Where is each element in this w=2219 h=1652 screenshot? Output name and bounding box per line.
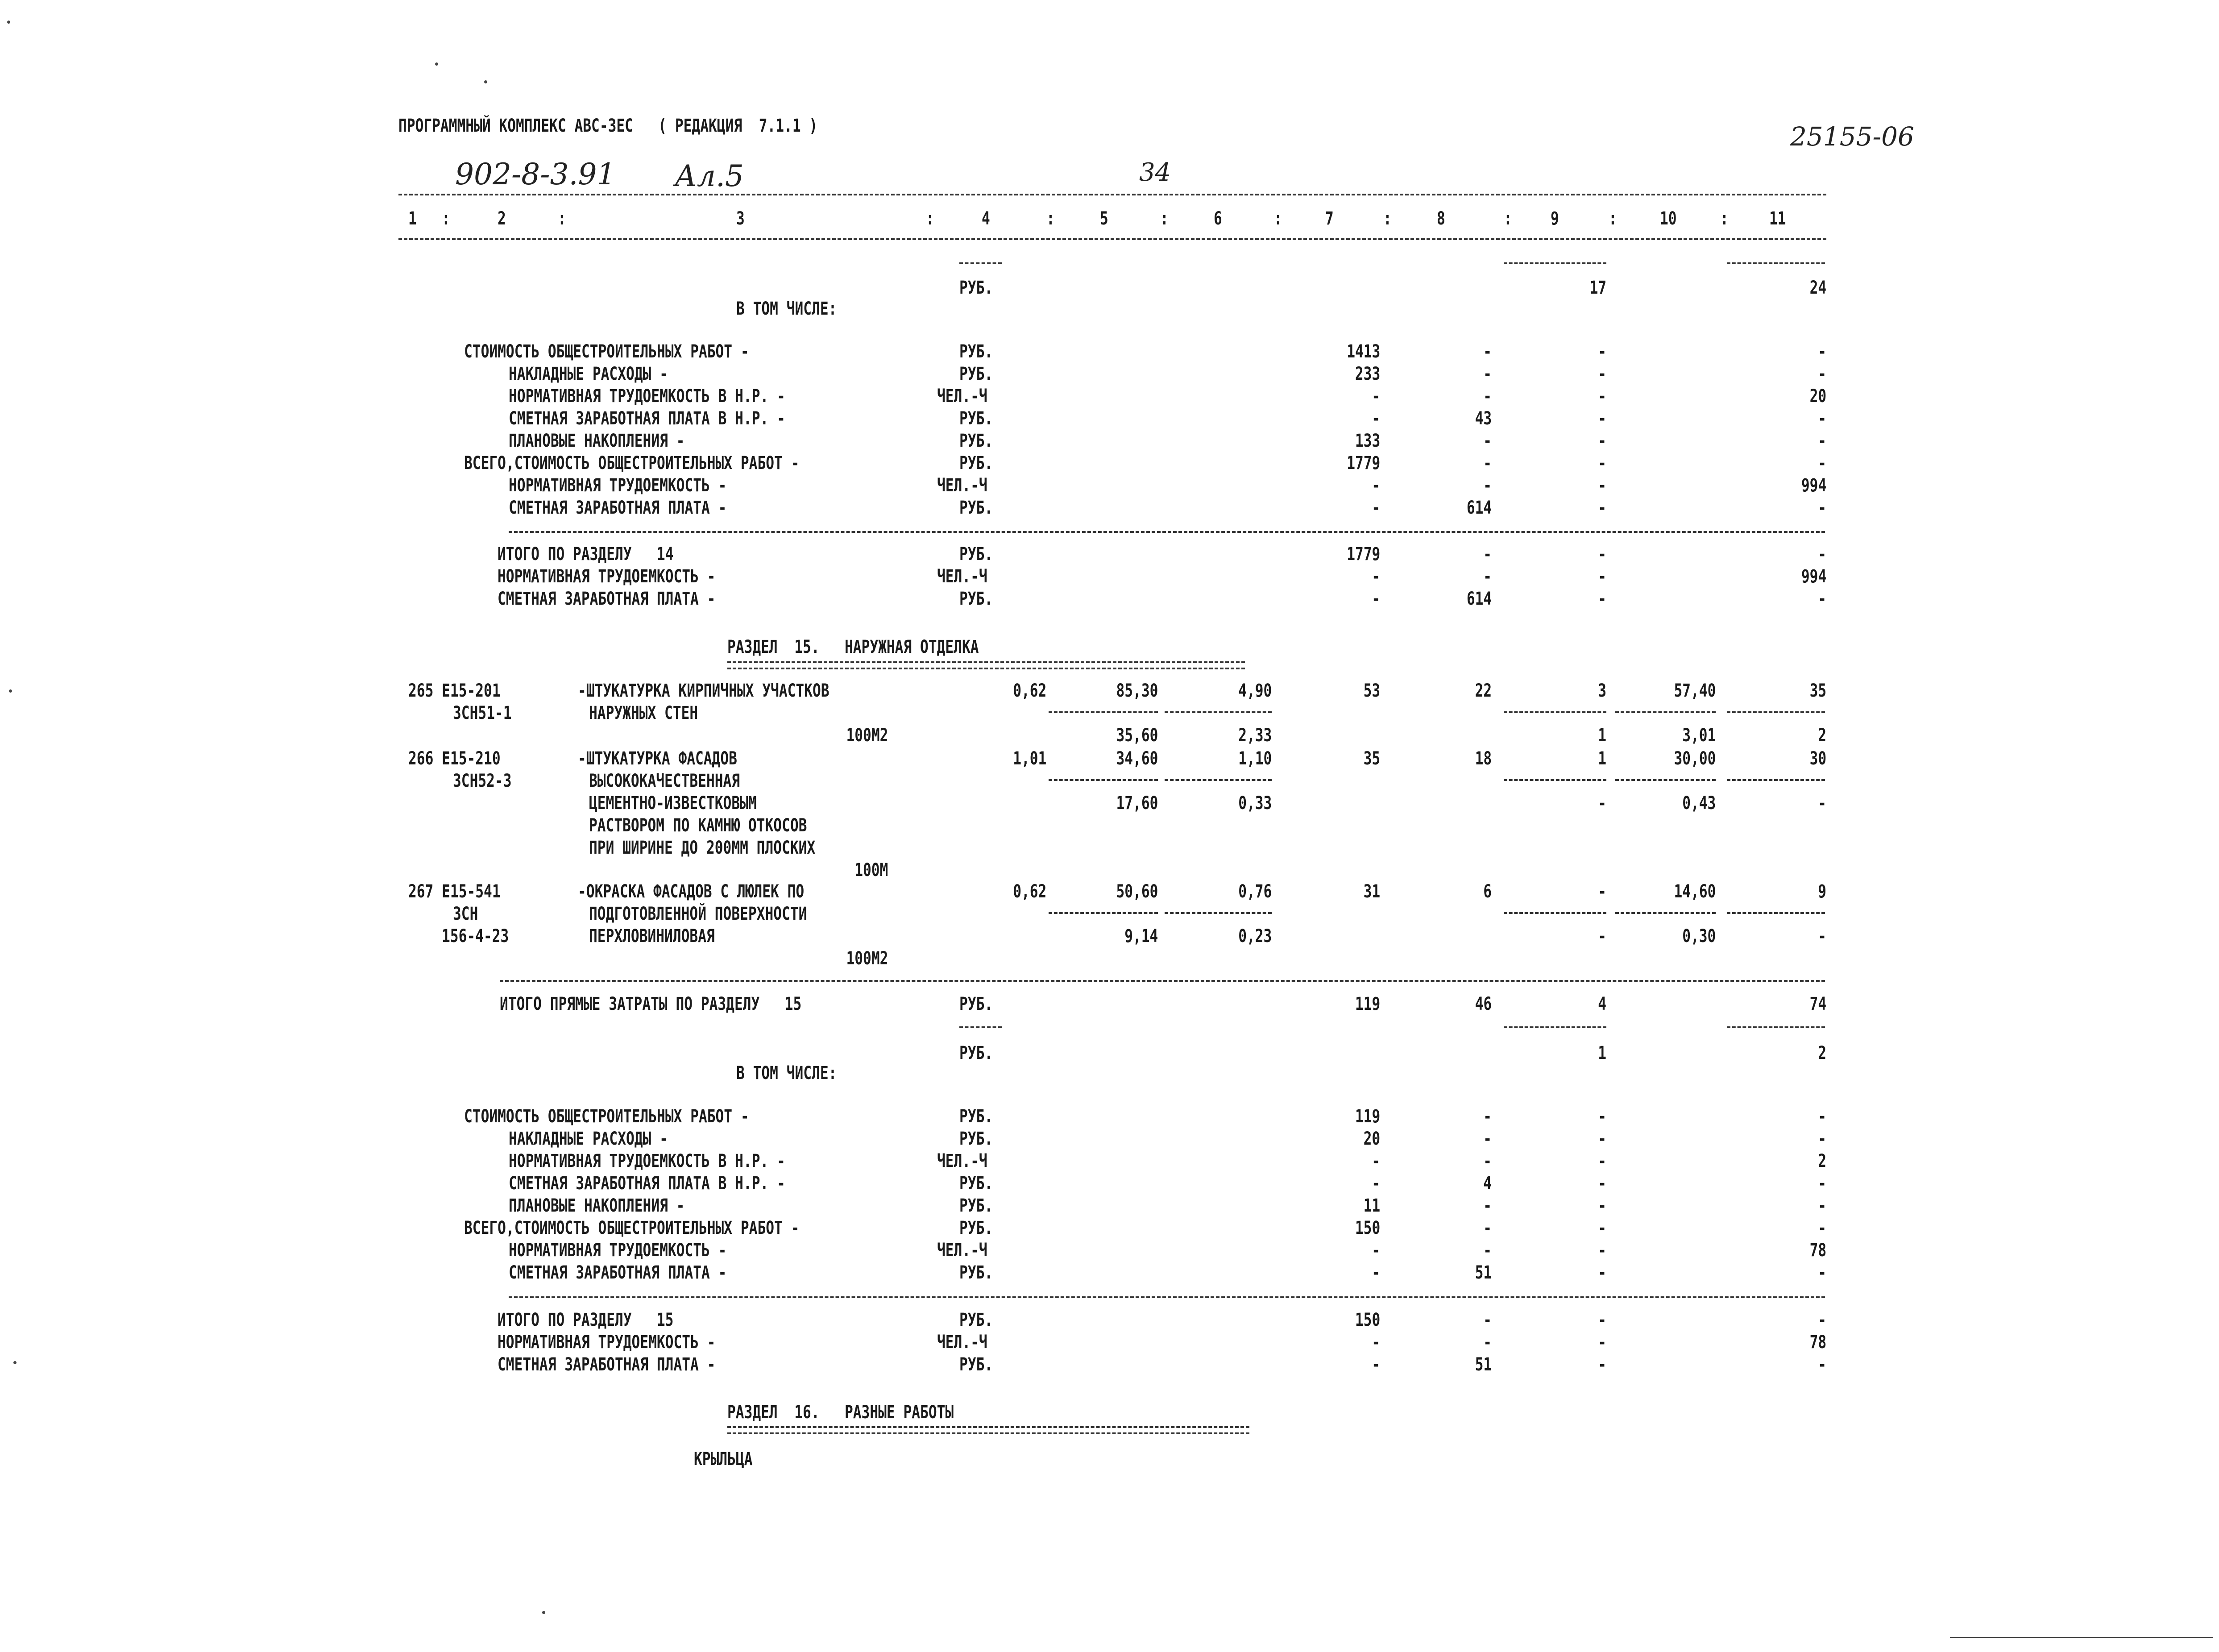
breakdown-c11: - <box>1818 1218 1826 1238</box>
breakdown-c9: - <box>1598 431 1606 451</box>
col-sep: : <box>1160 208 1169 229</box>
breakdown-c7: - <box>1372 1240 1380 1261</box>
breakdown-label: ВСЕГО,СТОИМОСТЬ ОБЩЕСТРОИТЕЛЬНЫХ РАБОТ - <box>464 453 800 473</box>
total-unit: РУБ. <box>959 1354 993 1375</box>
item-c6: 1,10 <box>1238 748 1272 769</box>
breakdown-c8: - <box>1483 364 1492 384</box>
items-rule <box>500 980 1825 982</box>
total-c9: - <box>1598 1354 1606 1375</box>
item-c11-second: - <box>1818 793 1826 814</box>
breakdown-c8: - <box>1483 1129 1492 1149</box>
breakdown-c8: - <box>1483 341 1492 362</box>
breakdown-c7: 133 <box>1355 431 1380 451</box>
total-c7: 150 <box>1355 1310 1380 1330</box>
breakdown-c11: 78 <box>1809 1240 1826 1261</box>
item-number-code: 265 Е15-201 <box>408 681 501 701</box>
col-label: 5 <box>1100 208 1108 229</box>
breakdown-label: СТОИМОСТЬ ОБЩЕСТРОИТЕЛЬНЫХ РАБОТ - <box>464 341 749 362</box>
breakdown-c9: - <box>1598 1129 1606 1149</box>
breakdown-c9: - <box>1598 1173 1606 1194</box>
col-sep: : <box>442 208 450 229</box>
total-c11: - <box>1818 544 1826 565</box>
item-c11: 35 <box>1809 681 1826 701</box>
item-norm: 3СН <box>453 904 478 924</box>
header-rule <box>398 194 1826 195</box>
breakdown-c11: - <box>1818 498 1826 518</box>
section15-rule <box>509 1296 1825 1298</box>
direct-total-c11: 74 <box>1809 994 1826 1014</box>
breakdown-c11: - <box>1818 408 1826 429</box>
breakdown-c7: - <box>1372 1173 1380 1194</box>
breakdown-unit: РУБ. <box>959 1106 993 1127</box>
breakdown-c11: 994 <box>1801 475 1826 496</box>
section16-subtitle: КРЫЛЬЦА <box>694 1449 753 1469</box>
underline <box>1049 779 1158 781</box>
breakdown-label: НОРМАТИВНАЯ ТРУДОЕМКОСТЬ - <box>509 1240 727 1261</box>
item-c10: 14,60 <box>1674 881 1716 902</box>
breakdown-unit: РУБ. <box>959 431 993 451</box>
total-c11: - <box>1818 1354 1826 1375</box>
breakdown-c11: 2 <box>1818 1151 1826 1171</box>
total-c7: 1779 <box>1346 544 1380 565</box>
col-sep: : <box>1720 208 1729 229</box>
breakdown-c8: - <box>1483 1106 1492 1127</box>
rub-c11: 2 <box>1818 1043 1826 1063</box>
breakdown-c8: 43 <box>1475 408 1492 429</box>
section15-title: РАЗДЕЛ 15. НАРУЖНАЯ ОТДЕЛКА <box>727 637 979 657</box>
breakdown-c8: - <box>1483 431 1492 451</box>
breakdown-c11: - <box>1818 1173 1826 1194</box>
breakdown-c11: - <box>1818 341 1826 362</box>
breakdown-c7: 119 <box>1355 1106 1380 1127</box>
item-c10: 30,00 <box>1674 748 1716 769</box>
breakdown-c8: 4 <box>1483 1173 1492 1194</box>
total-label: ИТОГО ПО РАЗДЕЛУ 14 <box>498 544 674 565</box>
breakdown-c9: - <box>1598 475 1606 496</box>
breakdown-c9: - <box>1598 1262 1606 1283</box>
breakdown-unit: ЧЕЛ.-Ч <box>937 475 987 496</box>
item-description-line: -ШТУКАТУРКА ФАСАДОВ <box>578 748 737 769</box>
col-label: 6 <box>1214 208 1222 229</box>
underline <box>1727 779 1825 781</box>
total-c7: - <box>1372 566 1380 587</box>
breakdown-c9: - <box>1598 1106 1606 1127</box>
breakdown-c7: - <box>1372 498 1380 518</box>
item-c4: 1,01 <box>1012 748 1046 769</box>
breakdown-c8: - <box>1483 453 1492 473</box>
column-header-rule <box>398 238 1826 240</box>
breakdown-label: СМЕТНАЯ ЗАРАБОТНАЯ ПЛАТА - <box>509 1262 727 1283</box>
item-c10-second: 0,30 <box>1682 926 1716 946</box>
breakdown-c7: 150 <box>1355 1218 1380 1238</box>
underline <box>1165 711 1272 713</box>
total-c9: - <box>1598 544 1606 565</box>
breakdown-c9: - <box>1598 1240 1606 1261</box>
col-label: 2 <box>498 208 506 229</box>
scan-speck <box>542 1611 545 1614</box>
total-unit: РУБ. <box>959 1310 993 1330</box>
breakdown-c7: - <box>1372 1262 1380 1283</box>
breakdown-c9: - <box>1598 408 1606 429</box>
item-c5-second: 35,60 <box>1116 725 1158 746</box>
item-number-code: 266 Е15-210 <box>408 748 501 769</box>
breakdown-unit: РУБ. <box>959 453 993 473</box>
scan-speck <box>484 80 487 83</box>
col-label: 9 <box>1551 208 1559 229</box>
item-c11: 9 <box>1818 881 1826 902</box>
breakdown-unit: РУБ. <box>959 1173 993 1194</box>
breakdown-c8: - <box>1483 1195 1492 1216</box>
total-unit: ЧЕЛ.-Ч <box>937 566 987 587</box>
total-c9: - <box>1598 1332 1606 1353</box>
unit-underline <box>959 1026 1002 1028</box>
item-c8: 6 <box>1483 881 1492 902</box>
direct-total-c8: 46 <box>1475 994 1492 1014</box>
item-unit: 100М2 <box>846 725 888 746</box>
underline <box>1615 779 1716 781</box>
col-sep: : <box>1046 208 1055 229</box>
item-c6: 0,76 <box>1238 881 1272 902</box>
item-c8: 22 <box>1475 681 1492 701</box>
album-label: Ал.5 <box>675 159 744 193</box>
col-sep: : <box>1383 208 1392 229</box>
breakdown-c7: - <box>1372 386 1380 407</box>
item-description-line: НАРУЖНЫХ СТЕН <box>589 703 698 723</box>
breakdown-c7: - <box>1372 1151 1380 1171</box>
breakdown-label: НОРМАТИВНАЯ ТРУДОЕМКОСТЬ В Н.Р. - <box>509 386 785 407</box>
rub-c11: 24 <box>1809 278 1826 298</box>
breakdown-c8: - <box>1483 1218 1492 1238</box>
col-label: 1 <box>408 208 417 229</box>
item-description-line: РАСТВОРОМ ПО КАМНЮ ОТКОСОВ <box>589 815 807 836</box>
underline <box>1049 912 1158 914</box>
page-number: 34 <box>1139 158 1171 187</box>
breakdown-unit: РУБ. <box>959 498 993 518</box>
total-label: СМЕТНАЯ ЗАРАБОТНАЯ ПЛАТА - <box>498 589 716 609</box>
breakdown-label: НАКЛАДНЫЕ РАСХОДЫ - <box>509 1129 668 1149</box>
c9-underline <box>1504 262 1606 264</box>
item-description-line: ПЕРХЛОВИНИЛОВАЯ <box>589 926 715 946</box>
scan-speck <box>435 62 438 66</box>
total-c8: - <box>1483 1310 1492 1330</box>
breakdown-c8: 51 <box>1475 1262 1492 1283</box>
total-c8: - <box>1483 1332 1492 1353</box>
total-label: СМЕТНАЯ ЗАРАБОТНАЯ ПЛАТА - <box>498 1354 716 1375</box>
col-label: 11 <box>1769 208 1786 229</box>
total-unit: ЧЕЛ.-Ч <box>937 1332 987 1353</box>
c11-underline <box>1727 262 1825 264</box>
breakdown-c8: - <box>1483 1240 1492 1261</box>
item-norm: 156-4-23 <box>442 926 509 946</box>
total-c9: - <box>1598 1310 1606 1330</box>
scan-speck <box>13 1361 17 1364</box>
underline <box>1727 711 1825 713</box>
col-label: 8 <box>1437 208 1445 229</box>
breakdown-c9: - <box>1598 386 1606 407</box>
underline <box>1727 912 1825 914</box>
item-c11-second: - <box>1818 926 1826 946</box>
col-label: 10 <box>1660 208 1677 229</box>
item-c9-second: - <box>1598 926 1606 946</box>
breakdown-label: НОРМАТИВНАЯ ТРУДОЕМКОСТЬ В Н.Р. - <box>509 1151 785 1171</box>
breakdown-c7: 11 <box>1363 1195 1380 1216</box>
direct-total-label: ИТОГО ПРЯМЫЕ ЗАТРАТЫ ПО РАЗДЕЛУ 15 <box>500 994 802 1014</box>
including-label: В ТОМ ЧИСЛЕ: <box>736 1063 837 1083</box>
total-unit: РУБ. <box>959 544 993 565</box>
direct-total-c7: 119 <box>1355 994 1380 1014</box>
item-unit: 100М2 <box>846 948 888 969</box>
col-label: 3 <box>736 208 745 229</box>
section16-title: РАЗДЕЛ 16. РАЗНЫЕ РАБОТЫ <box>727 1402 954 1423</box>
total-c9: - <box>1598 589 1606 609</box>
item-c7: 31 <box>1363 881 1380 902</box>
breakdown-c8: - <box>1483 1151 1492 1171</box>
item-c6-second: 2,33 <box>1238 725 1272 746</box>
breakdown-c11: - <box>1818 1195 1826 1216</box>
rub-c9: 1 <box>1598 1043 1606 1063</box>
total-label: НОРМАТИВНАЯ ТРУДОЕМКОСТЬ - <box>498 1332 716 1353</box>
item-c4: 0,62 <box>1012 881 1046 902</box>
breakdown-c11: - <box>1818 453 1826 473</box>
item-c5-second: 9,14 <box>1124 926 1158 946</box>
breakdown-c7: - <box>1372 475 1380 496</box>
total-label: НОРМАТИВНАЯ ТРУДОЕМКОСТЬ - <box>498 566 716 587</box>
breakdown-c11: - <box>1818 431 1826 451</box>
breakdown-unit: РУБ. <box>959 408 993 429</box>
item-c4: 0,62 <box>1012 681 1046 701</box>
breakdown-label: СМЕТНАЯ ЗАРАБОТНАЯ ПЛАТА В Н.Р. - <box>509 408 785 429</box>
item-description-line: -ШТУКАТУРКА КИРПИЧНЫХ УЧАСТКОВ <box>578 681 830 701</box>
col-sep: : <box>926 208 934 229</box>
breakdown-unit: РУБ. <box>959 341 993 362</box>
c11-underline <box>1727 1026 1825 1028</box>
section15-title-underline <box>727 661 1245 669</box>
breakdown-c9: - <box>1598 498 1606 518</box>
c9-underline <box>1504 1026 1606 1028</box>
underline <box>1165 779 1272 781</box>
breakdown-c7: 1413 <box>1346 341 1380 362</box>
total-c11: 78 <box>1809 1332 1826 1353</box>
item-description-line: ВЫСОКОКАЧЕСТВЕННАЯ <box>589 771 740 791</box>
breakdown-c11: - <box>1818 1129 1826 1149</box>
col-sep: : <box>1274 208 1282 229</box>
col-sep: : <box>1504 208 1512 229</box>
item-c9: 3 <box>1598 681 1606 701</box>
total-c8: - <box>1483 544 1492 565</box>
item-c9: - <box>1598 881 1606 902</box>
breakdown-unit: ЧЕЛ.-Ч <box>937 386 987 407</box>
rub-unit: РУБ. <box>959 278 993 298</box>
total-c8: 614 <box>1466 589 1492 609</box>
breakdown-label: ПЛАНОВЫЕ НАКОПЛЕНИЯ - <box>509 431 685 451</box>
breakdown-c7: - <box>1372 408 1380 429</box>
total-c8: - <box>1483 566 1492 587</box>
breakdown-c9: - <box>1598 364 1606 384</box>
document-number: 25155-06 <box>1790 121 1914 152</box>
unit-underline <box>959 262 1002 264</box>
item-c5: 85,30 <box>1116 681 1158 701</box>
breakdown-label: ВСЕГО,СТОИМОСТЬ ОБЩЕСТРОИТЕЛЬНЫХ РАБОТ - <box>464 1218 800 1238</box>
scan-speck <box>9 689 12 693</box>
item-c7: 35 <box>1363 748 1380 769</box>
total-c11: - <box>1818 589 1826 609</box>
breakdown-c8: - <box>1483 386 1492 407</box>
total-c11: 994 <box>1801 566 1826 587</box>
item-c11-second: 2 <box>1818 725 1826 746</box>
item-c11: 30 <box>1809 748 1826 769</box>
breakdown-label: СТОИМОСТЬ ОБЩЕСТРОИТЕЛЬНЫХ РАБОТ - <box>464 1106 749 1127</box>
breakdown-c7: 1779 <box>1346 453 1380 473</box>
breakdown-unit: РУБ. <box>959 1195 993 1216</box>
breakdown-c11: - <box>1818 1262 1826 1283</box>
breakdown-c8: 614 <box>1466 498 1492 518</box>
item-c8: 18 <box>1475 748 1492 769</box>
breakdown-unit: РУБ. <box>959 1262 993 1283</box>
breakdown-unit: ЧЕЛ.-Ч <box>937 1151 987 1171</box>
total-c11: - <box>1818 1310 1826 1330</box>
breakdown-unit: РУБ. <box>959 364 993 384</box>
section16-title-underline <box>727 1426 1249 1434</box>
breakdown-c11: 20 <box>1809 386 1826 407</box>
breakdown-c9: - <box>1598 1151 1606 1171</box>
breakdown-c11: - <box>1818 1106 1826 1127</box>
item-description-line: ПОДГОТОВЛЕННОЙ ПОВЕРХНОСТИ <box>589 904 807 924</box>
underline <box>1504 779 1606 781</box>
breakdown-unit: ЧЕЛ.-Ч <box>937 1240 987 1261</box>
item-c5-second: 17,60 <box>1116 793 1158 814</box>
underline <box>1615 711 1716 713</box>
col-label: 7 <box>1325 208 1334 229</box>
total-unit: РУБ. <box>959 589 993 609</box>
including-label: В ТОМ ЧИСЛЕ: <box>736 299 837 319</box>
item-norm: 3СН52-3 <box>453 771 512 791</box>
breakdown-label: СМЕТНАЯ ЗАРАБОТНАЯ ПЛАТА В Н.Р. - <box>509 1173 785 1194</box>
breakdown-c11: - <box>1818 364 1826 384</box>
col-label: 4 <box>982 208 990 229</box>
total-label: ИТОГО ПО РАЗДЕЛУ 15 <box>498 1310 674 1330</box>
underline <box>1504 711 1606 713</box>
col-sep: : <box>1609 208 1617 229</box>
breakdown-label: НОРМАТИВНАЯ ТРУДОЕМКОСТЬ - <box>509 475 727 496</box>
underline <box>1615 912 1716 914</box>
item-c10: 57,40 <box>1674 681 1716 701</box>
breakdown-unit: РУБ. <box>959 1218 993 1238</box>
direct-total-c9: 4 <box>1598 994 1606 1014</box>
underline <box>1504 912 1606 914</box>
underline <box>1165 912 1272 914</box>
col-sep: : <box>558 208 566 229</box>
total-c9: - <box>1598 566 1606 587</box>
item-description-line: ЦЕМЕНТНО-ИЗВЕСТКОВЫМ <box>589 793 757 814</box>
item-description-line: -ОКРАСКА ФАСАДОВ С ЛЮЛЕК ПО <box>578 881 805 902</box>
item-c9-second: 1 <box>1598 725 1606 746</box>
breakdown-c9: - <box>1598 453 1606 473</box>
item-c10-second: 3,01 <box>1682 725 1716 746</box>
breakdown-c9: - <box>1598 1218 1606 1238</box>
breakdown-c7: 20 <box>1363 1129 1380 1149</box>
item-c9-second: - <box>1598 793 1606 814</box>
breakdown-c7: 233 <box>1355 364 1380 384</box>
total-c7: - <box>1372 1354 1380 1375</box>
breakdown-c9: - <box>1598 341 1606 362</box>
item-c10-second: 0,43 <box>1682 793 1716 814</box>
project-code: 902-8-3.91 <box>455 157 616 191</box>
total-c7: - <box>1372 589 1380 609</box>
breakdown-unit: РУБ. <box>959 1129 993 1149</box>
direct-total-unit: РУБ. <box>959 994 993 1014</box>
item-c6-second: 0,23 <box>1238 926 1272 946</box>
total-c7: - <box>1372 1332 1380 1353</box>
section14-rule <box>509 531 1825 533</box>
item-norm: 3СН51-1 <box>453 703 512 723</box>
item-c6-second: 0,33 <box>1238 793 1272 814</box>
scan-speck <box>7 21 10 24</box>
item-c7: 53 <box>1363 681 1380 701</box>
item-c6: 4,90 <box>1238 681 1272 701</box>
item-description-line: ПРИ ШИРИНЕ ДО 200ММ ПЛОСКИХ <box>589 838 816 858</box>
breakdown-label: СМЕТНАЯ ЗАРАБОТНАЯ ПЛАТА - <box>509 498 727 518</box>
item-c5: 34,60 <box>1116 748 1158 769</box>
item-c5: 50,60 <box>1116 881 1158 902</box>
rub-unit: РУБ. <box>959 1043 993 1063</box>
program-header: ПРОГРАММНЫЙ КОМПЛЕКС АВС-3ЕС ( РЕДАКЦИЯ 7.1.1 ) <box>398 116 818 136</box>
item-c9: 1 <box>1598 748 1606 769</box>
rub-c9: 17 <box>1589 278 1606 298</box>
breakdown-c8: - <box>1483 475 1492 496</box>
item-number-code: 267 Е15-541 <box>408 881 501 902</box>
breakdown-label: ПЛАНОВЫЕ НАКОПЛЕНИЯ - <box>509 1195 685 1216</box>
scan-line <box>1950 1637 2213 1638</box>
underline <box>1049 711 1158 713</box>
total-c8: 51 <box>1475 1354 1492 1375</box>
breakdown-label: НАКЛАДНЫЕ РАСХОДЫ - <box>509 364 668 384</box>
breakdown-c9: - <box>1598 1195 1606 1216</box>
item-unit: 100М <box>854 860 888 880</box>
